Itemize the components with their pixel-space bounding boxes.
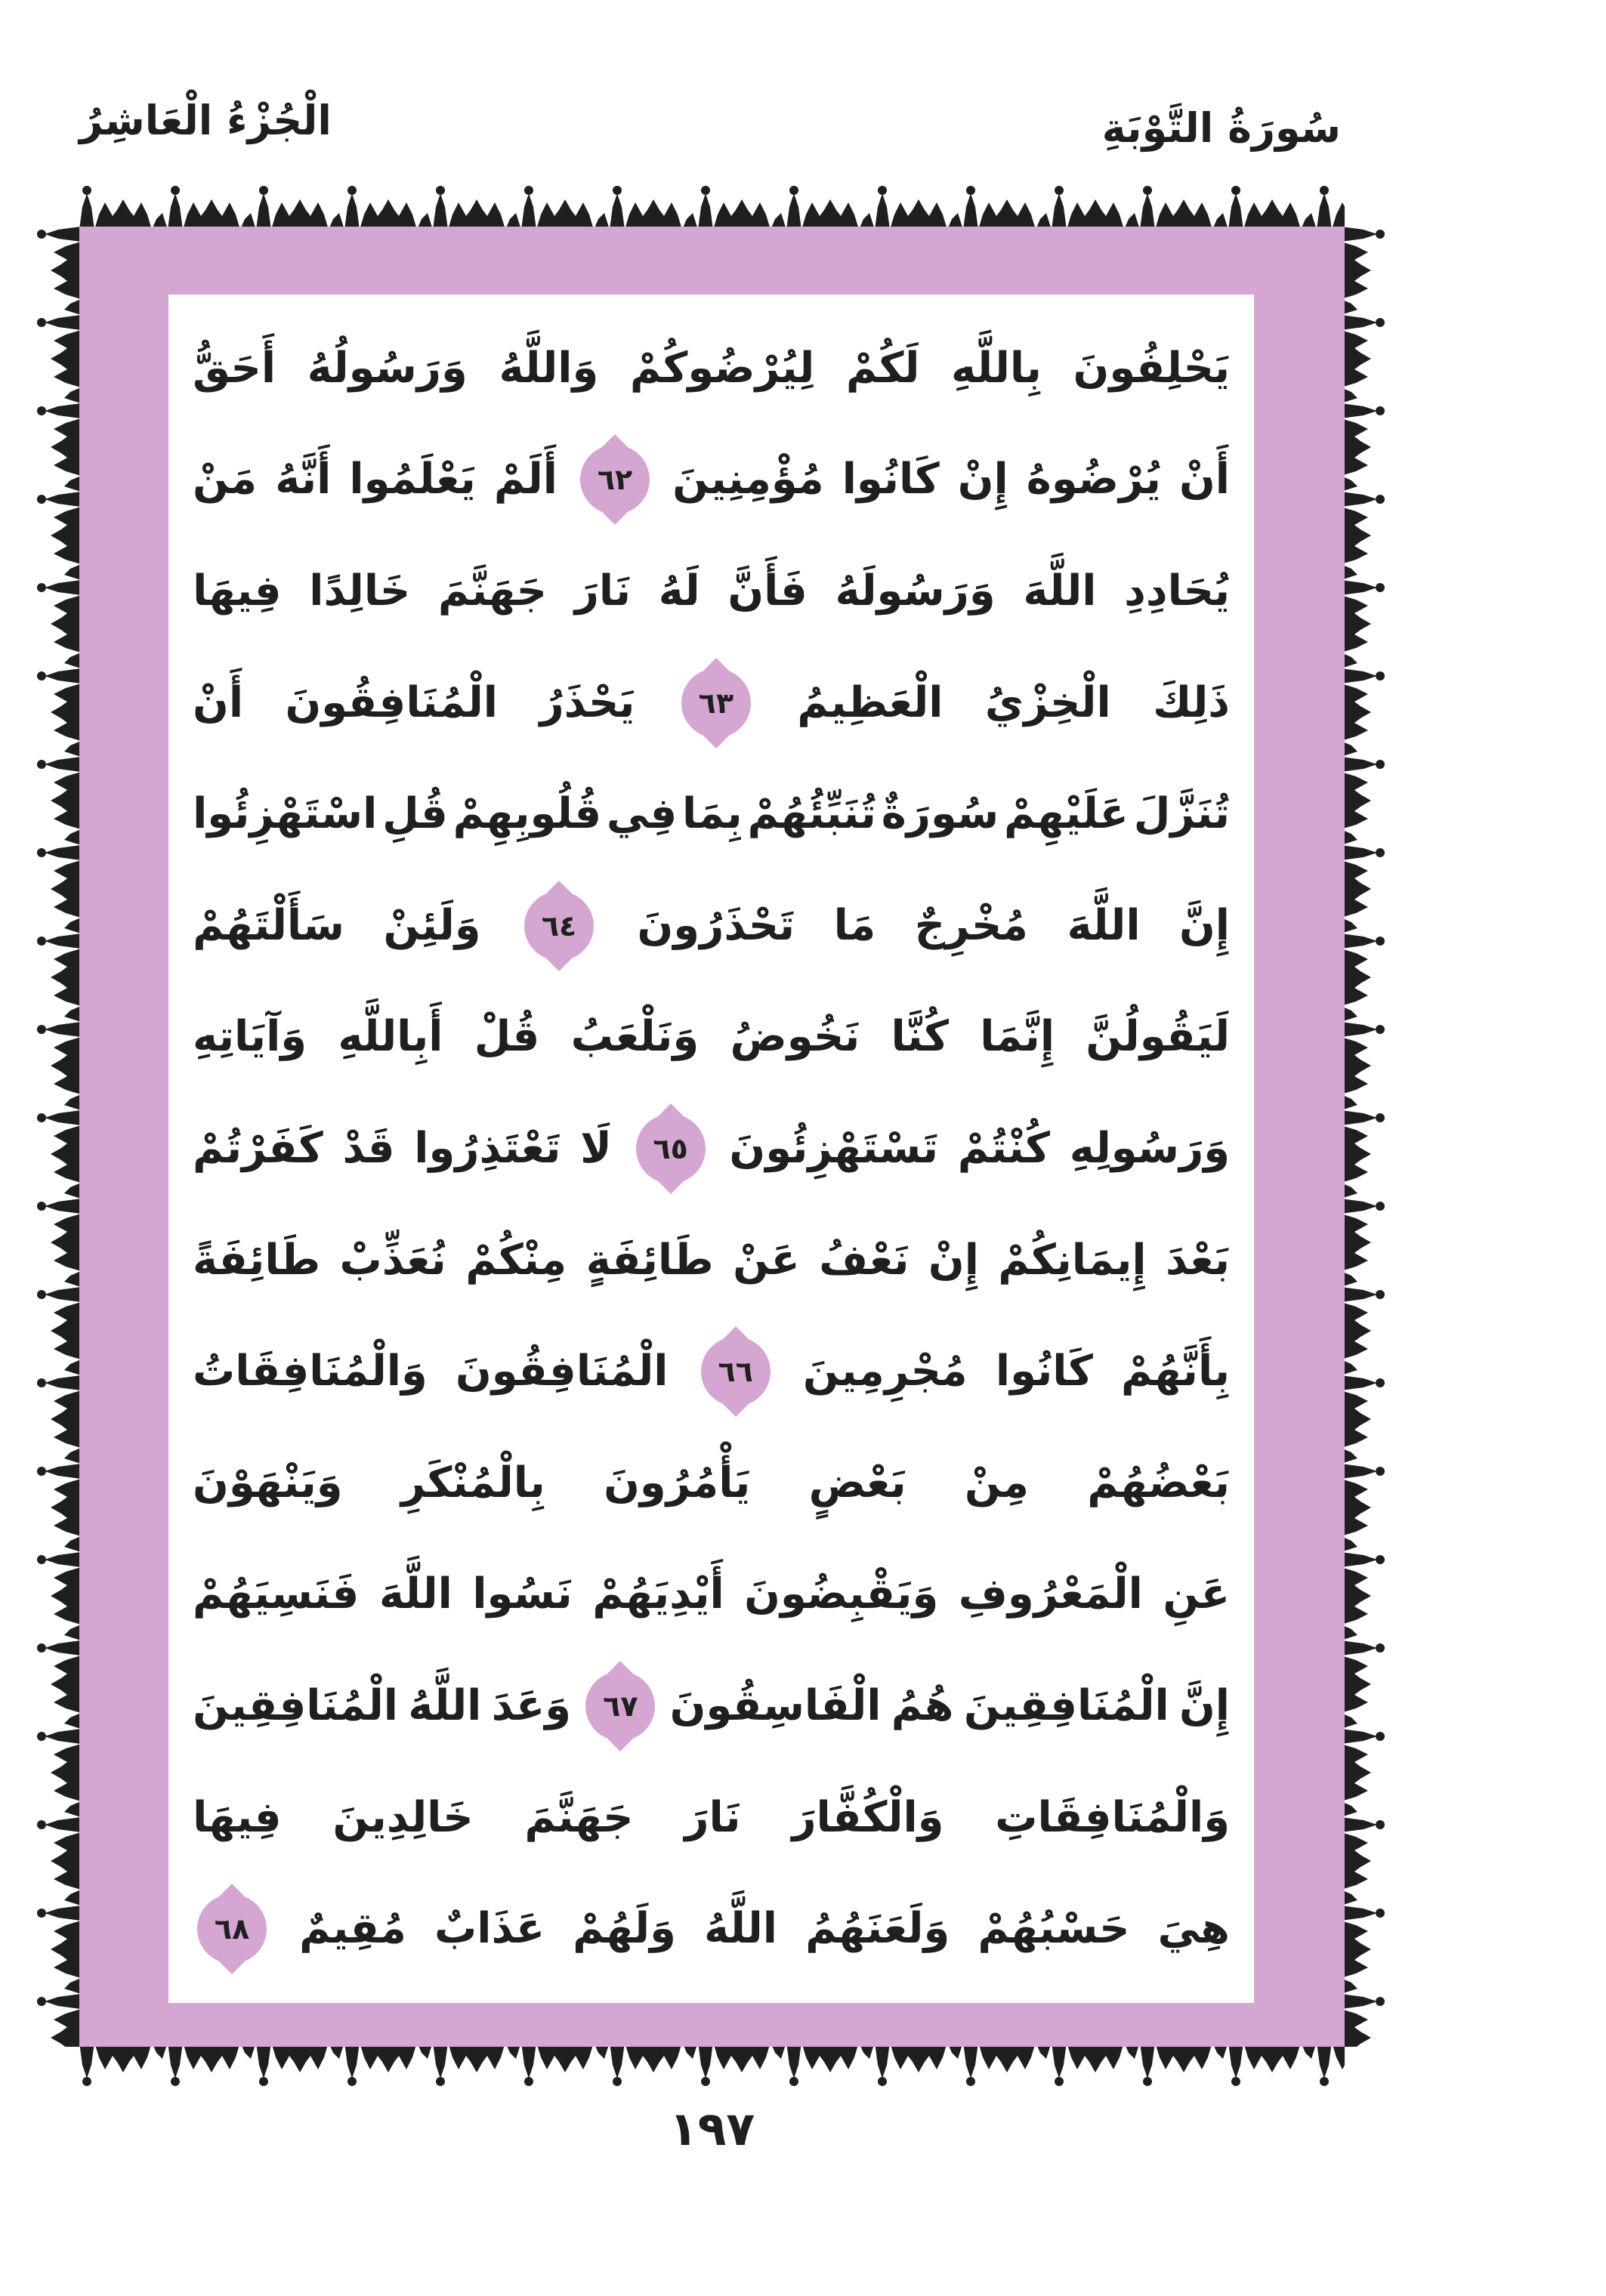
quran-word: الْمُنَافِقِينَ	[963, 1680, 1169, 1730]
quran-word: نُعَذِّبْ	[339, 1235, 446, 1285]
quran-word: أَنْ	[193, 677, 244, 727]
quran-line	[193, 535, 1230, 647]
quran-word: جَهَنَّمَ	[524, 1792, 634, 1842]
quran-word: وَالْكُفَّارَ	[792, 1792, 944, 1842]
verse-number: ٦٧	[603, 1689, 638, 1723]
quran-word: ذَلِكَ	[1153, 677, 1230, 727]
verse-area	[168, 295, 1254, 2003]
verse-marker	[524, 891, 594, 961]
quran-word: تُنَزَّلَ	[1133, 789, 1230, 839]
quran-line	[193, 313, 1230, 424]
quran-line	[193, 1427, 1230, 1539]
quran-word: قُلُوبِهِمْ	[452, 789, 602, 839]
juz-header: الْجُزْءُ الْعَاشِرُ	[79, 97, 332, 144]
quran-line	[193, 870, 1230, 982]
quran-word: مَا	[833, 900, 876, 950]
quran-word: أَنَّهُ	[275, 455, 332, 505]
quran-word: اللَّهَ	[1023, 566, 1097, 616]
quran-word: إِنَّ	[1179, 1680, 1230, 1730]
quran-line	[193, 1762, 1230, 1874]
quran-word: تَسْتَهْزِئُونَ	[729, 1123, 939, 1173]
quran-word: الْمَعْرُوفِ	[958, 1569, 1143, 1619]
quran-line	[193, 1539, 1230, 1651]
quran-word: نَخُوضُ	[730, 1012, 860, 1062]
quran-word: اسْتَهْزِئُوا	[193, 789, 378, 839]
quran-line	[193, 647, 1230, 759]
page-number: ١٩٧	[669, 2101, 755, 2156]
decorative-frame	[79, 227, 1345, 2047]
quran-word: قُلْ	[474, 1012, 540, 1062]
quran-word: يَعْلَمُوا	[349, 455, 476, 505]
quran-word: مُقِيمٌ	[299, 1904, 406, 1954]
quran-line	[193, 1316, 1230, 1427]
quran-word: إِنْ	[957, 455, 1008, 505]
quran-word: الْفَاسِقُونَ	[669, 1680, 882, 1730]
quran-word: طَائِفَةً	[193, 1235, 321, 1285]
quran-line	[193, 424, 1230, 536]
border-fringe-right	[1341, 227, 1386, 2047]
quran-word: وَنَلْعَبُ	[570, 1012, 700, 1062]
quran-word: وَالْمُنَافِقَاتِ	[995, 1792, 1230, 1842]
quran-word: وَرَسُولِهِ	[1069, 1123, 1230, 1173]
quran-word: أَحَقُّ	[193, 343, 276, 393]
border-fringe-top	[79, 184, 1345, 230]
quran-word: جَهَنَّمَ	[437, 566, 548, 616]
verse-number: ٦٦	[718, 1355, 753, 1389]
quran-word: خَالِدِينَ	[332, 1792, 474, 1842]
verse-marker	[701, 1337, 771, 1406]
quran-word: تُنَبِّئُهُمْ	[747, 789, 876, 839]
quran-word: وَالْمُنَافِقَاتُ	[193, 1347, 428, 1396]
verse-marker	[681, 668, 751, 738]
quran-word: وَيَنْهَوْنَ	[193, 1458, 343, 1508]
verse-marker	[580, 445, 650, 514]
quran-word: بَعْدَ	[1166, 1235, 1230, 1285]
quran-word: مُؤْمِنِينَ	[672, 455, 824, 505]
quran-word: تَعْتَذِرُوا	[414, 1123, 561, 1173]
quran-word: اللَّهَ	[378, 1569, 452, 1619]
quran-word: مِنْكُمْ	[465, 1235, 567, 1285]
verse-number: ٦٣	[698, 686, 734, 720]
quran-line	[193, 1093, 1230, 1205]
quran-word: عَذَابٌ	[434, 1904, 545, 1954]
quran-word: فِيهَا	[193, 566, 282, 616]
quran-line	[193, 1205, 1230, 1316]
quran-word: وَلَئِنْ	[383, 900, 481, 950]
quran-word: يُحَادِدِ	[1124, 566, 1230, 616]
quran-word: نَارَ	[574, 566, 631, 616]
quran-word: فَنَسِيَهُمْ	[193, 1569, 360, 1619]
quran-word: هِيَ	[1157, 1904, 1230, 1954]
quran-word: لَكُمْ	[845, 343, 920, 393]
quran-word: نَارَ	[684, 1792, 741, 1842]
quran-word: بَعْضٍ	[808, 1458, 906, 1508]
quran-word: كُنْتُمْ	[957, 1123, 1050, 1173]
quran-word: أَنْ	[1179, 455, 1230, 505]
quran-word: إِنَّمَا	[980, 1012, 1055, 1062]
quran-word: لِيُرْضُوكُمْ	[629, 343, 815, 393]
quran-word: أَبِاللَّهِ	[338, 1012, 443, 1062]
quran-word: اللَّهُ	[703, 1904, 777, 1954]
quran-word: الْخِزْيُ	[984, 677, 1111, 727]
quran-word: بِاللَّهِ	[951, 343, 1042, 393]
quran-word: مُخْرِجٌ	[914, 900, 1028, 950]
quran-word: وَرَسُولَهُ	[835, 566, 996, 616]
quran-word: هُمُ	[891, 1680, 954, 1730]
quran-word: وَعَدَ	[491, 1680, 572, 1730]
quran-word: يُرْضُوهُ	[1026, 455, 1161, 505]
verse-number: ٦٨	[214, 1912, 250, 1946]
quran-word: فَأَنَّ	[727, 566, 808, 616]
quran-word: نَسُوا	[472, 1569, 573, 1619]
quran-word: بَعْضُهُمْ	[1087, 1458, 1230, 1508]
quran-word: عَنِ	[1163, 1569, 1230, 1619]
quran-word: وَلَهُمْ	[573, 1904, 676, 1954]
border-fringe-bottom	[79, 2042, 1345, 2088]
quran-line	[193, 982, 1230, 1094]
quran-word: سَأَلْتَهُمْ	[193, 900, 344, 950]
quran-word: يَحْلِفُونَ	[1073, 343, 1230, 393]
verse-number: ٦٤	[541, 909, 577, 943]
quran-word: لَا	[580, 1123, 612, 1173]
quran-word: فِيهَا	[193, 1792, 282, 1842]
quran-line	[193, 1650, 1230, 1762]
quran-word: بِمَا	[682, 789, 743, 839]
quran-word: وَلَعَنَهُمُ	[805, 1904, 950, 1954]
quran-word: الْمُنَافِقِينَ	[193, 1680, 398, 1730]
quran-word: عَلَيْهِمْ	[1004, 789, 1129, 839]
quran-word: كُنَّا	[891, 1012, 949, 1062]
quran-word: إِنَّ	[1179, 900, 1230, 950]
quran-word: لَهُ	[658, 566, 700, 616]
quran-word: مَنْ	[193, 455, 258, 505]
quran-word: اللَّهُ	[408, 1680, 482, 1730]
quran-word: وَرَسُولُهُ	[307, 343, 468, 393]
quran-word: مِنْ	[964, 1458, 1029, 1508]
quran-word: نَعْفُ	[819, 1235, 910, 1285]
quran-word: سُورَةٌ	[881, 789, 999, 839]
quran-line	[193, 758, 1230, 870]
quran-word: إِيمَانِكُمْ	[998, 1235, 1147, 1285]
quran-word: الْمُنَافِقُونَ	[455, 1347, 669, 1396]
quran-word: مُجْرِمِينَ	[802, 1347, 968, 1396]
quran-line	[193, 1873, 1230, 1985]
quran-word: اللَّهَ	[1067, 900, 1141, 950]
quran-word: حَسْبُهُمْ	[977, 1904, 1130, 1954]
verse-marker	[197, 1894, 267, 1964]
quran-word: وَآيَاتِهِ	[193, 1012, 307, 1062]
border-fringe-left	[36, 227, 81, 2047]
quran-word: يَحْذَرُ	[539, 677, 635, 727]
quran-word: بِأَنَّهُمْ	[1121, 1347, 1230, 1396]
quran-word: قَدْ	[342, 1123, 395, 1173]
quran-word: لَيَقُولُنَّ	[1086, 1012, 1230, 1062]
verse-number: ٦٢	[597, 463, 633, 497]
quran-word: قُلِ	[382, 789, 448, 839]
quran-word: خَالِدًا	[309, 566, 411, 616]
verse-marker	[636, 1114, 706, 1183]
verse-number: ٦٥	[653, 1131, 688, 1165]
surah-header: سُورَةُ التَّوْبَةِ	[1101, 104, 1341, 152]
quran-word: بِالْمُنْكَرِ	[400, 1458, 545, 1508]
verse-marker	[585, 1671, 655, 1741]
quran-word: الْعَظِيمُ	[797, 677, 944, 727]
quran-word: الْمُنَافِقُونَ	[285, 677, 498, 727]
quran-word: كَفَرْتُمْ	[193, 1123, 323, 1173]
text-panel	[168, 295, 1254, 2003]
quran-word: تَحْذَرُونَ	[637, 900, 795, 950]
quran-word: أَلَمْ	[493, 455, 557, 505]
quran-word: وَاللَّهُ	[499, 343, 599, 393]
quran-word: أَيْدِيَهُمْ	[592, 1569, 724, 1619]
quran-word: كَانُوا	[995, 1347, 1093, 1396]
quran-word: وَيَقْبِضُونَ	[744, 1569, 939, 1619]
quran-word: يَأْمُرُونَ	[604, 1458, 751, 1508]
quran-word: فِي	[606, 789, 678, 839]
quran-word: طَائِفَةٍ	[585, 1235, 714, 1285]
quran-word: عَنْ	[733, 1235, 800, 1285]
quran-word: كَانُوا	[842, 455, 940, 505]
quran-word: إِنْ	[928, 1235, 979, 1285]
